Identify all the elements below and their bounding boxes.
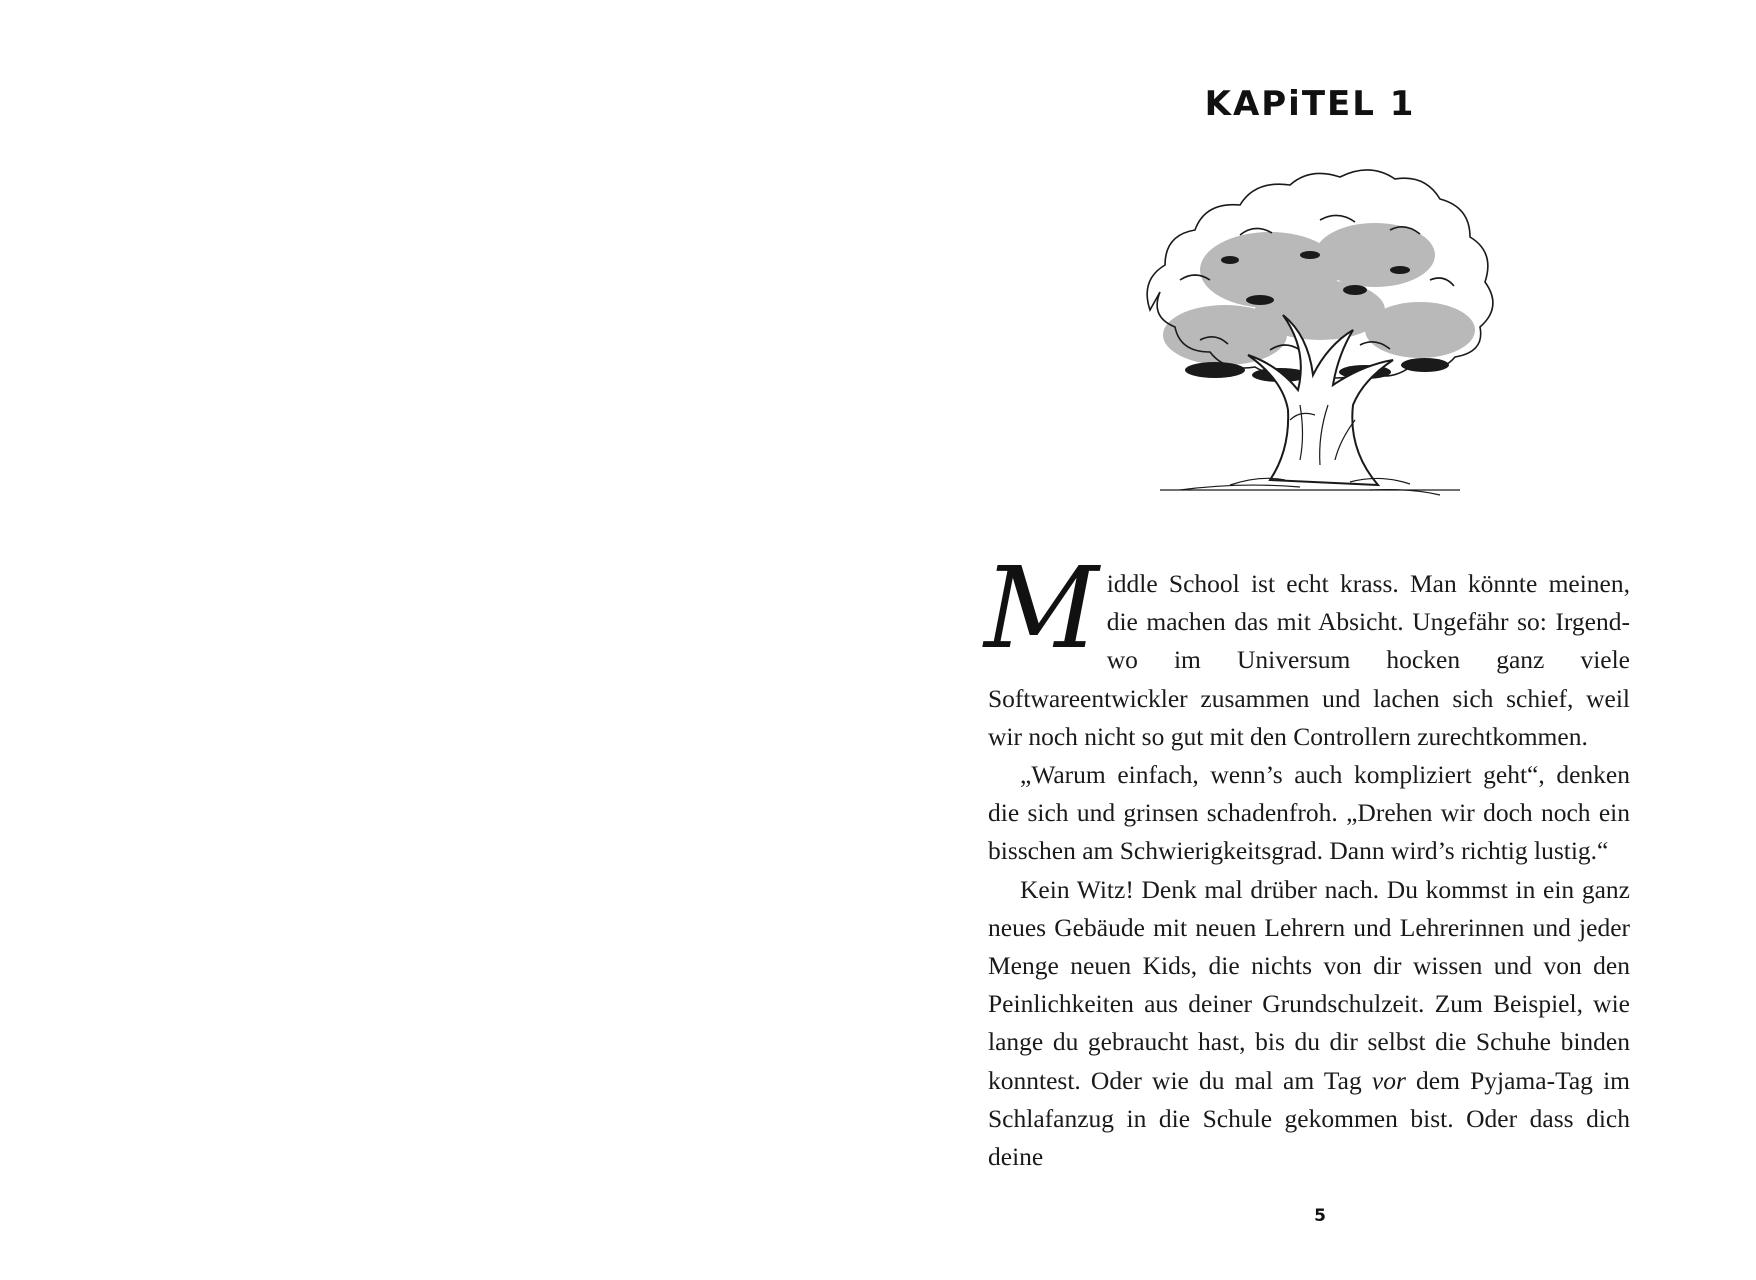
page-number: 5 [1314, 1206, 1326, 1226]
paragraph-1: iddle School ist echt krass. Man könnte meinen, die machen das mit Absicht. Ungefähr so: Irgendwo im Universum hocken ganz viele Softwareentwickler zusammen und lachen sich schief, weil wir noch nicht so gut mit den Controllern zurechtkommen. [988, 569, 1630, 751]
oak-tree-illustration [1120, 160, 1500, 505]
chapter-title: KAPiTEL 1 [1204, 84, 1416, 124]
paragraph-3-text-end: dem Pyjama-Tag im Schlafanzug in die Schule gekommen bist. Oder dass dich deine [988, 1065, 1630, 1172]
paragraph-3-text-start: Kein Witz! Denk mal drüber nach. Du kommst in ein ganz neues Gebäude mit neuen Lehrern und Lehrerinnen und jeder Menge neuen Kids, die nichts von dir wissen und von den Peinlichkeiten aus deiner Grundschulzeit. Zum Beispiel, wie lange du gebraucht hast, bis du dir selbst die Schuhe binden konntest. Oder wie du mal am Tag [988, 874, 1630, 1095]
drop-cap-initial: M [984, 544, 1099, 674]
paragraph-2: „Warum einfach, wenn’s auch kompliziert geht“, denken die sich und grinsen schadenfroh. „Drehen wir doch noch ein bisschen am Schwierigkeitsgrad. Dann wird’s richtig lustig.“ [988, 760, 1630, 866]
chapter-body-text [984, 544, 1630, 1172]
paragraph-3 [988, 871, 1630, 1177]
emphasized-word: vor [1371, 1065, 1406, 1095]
